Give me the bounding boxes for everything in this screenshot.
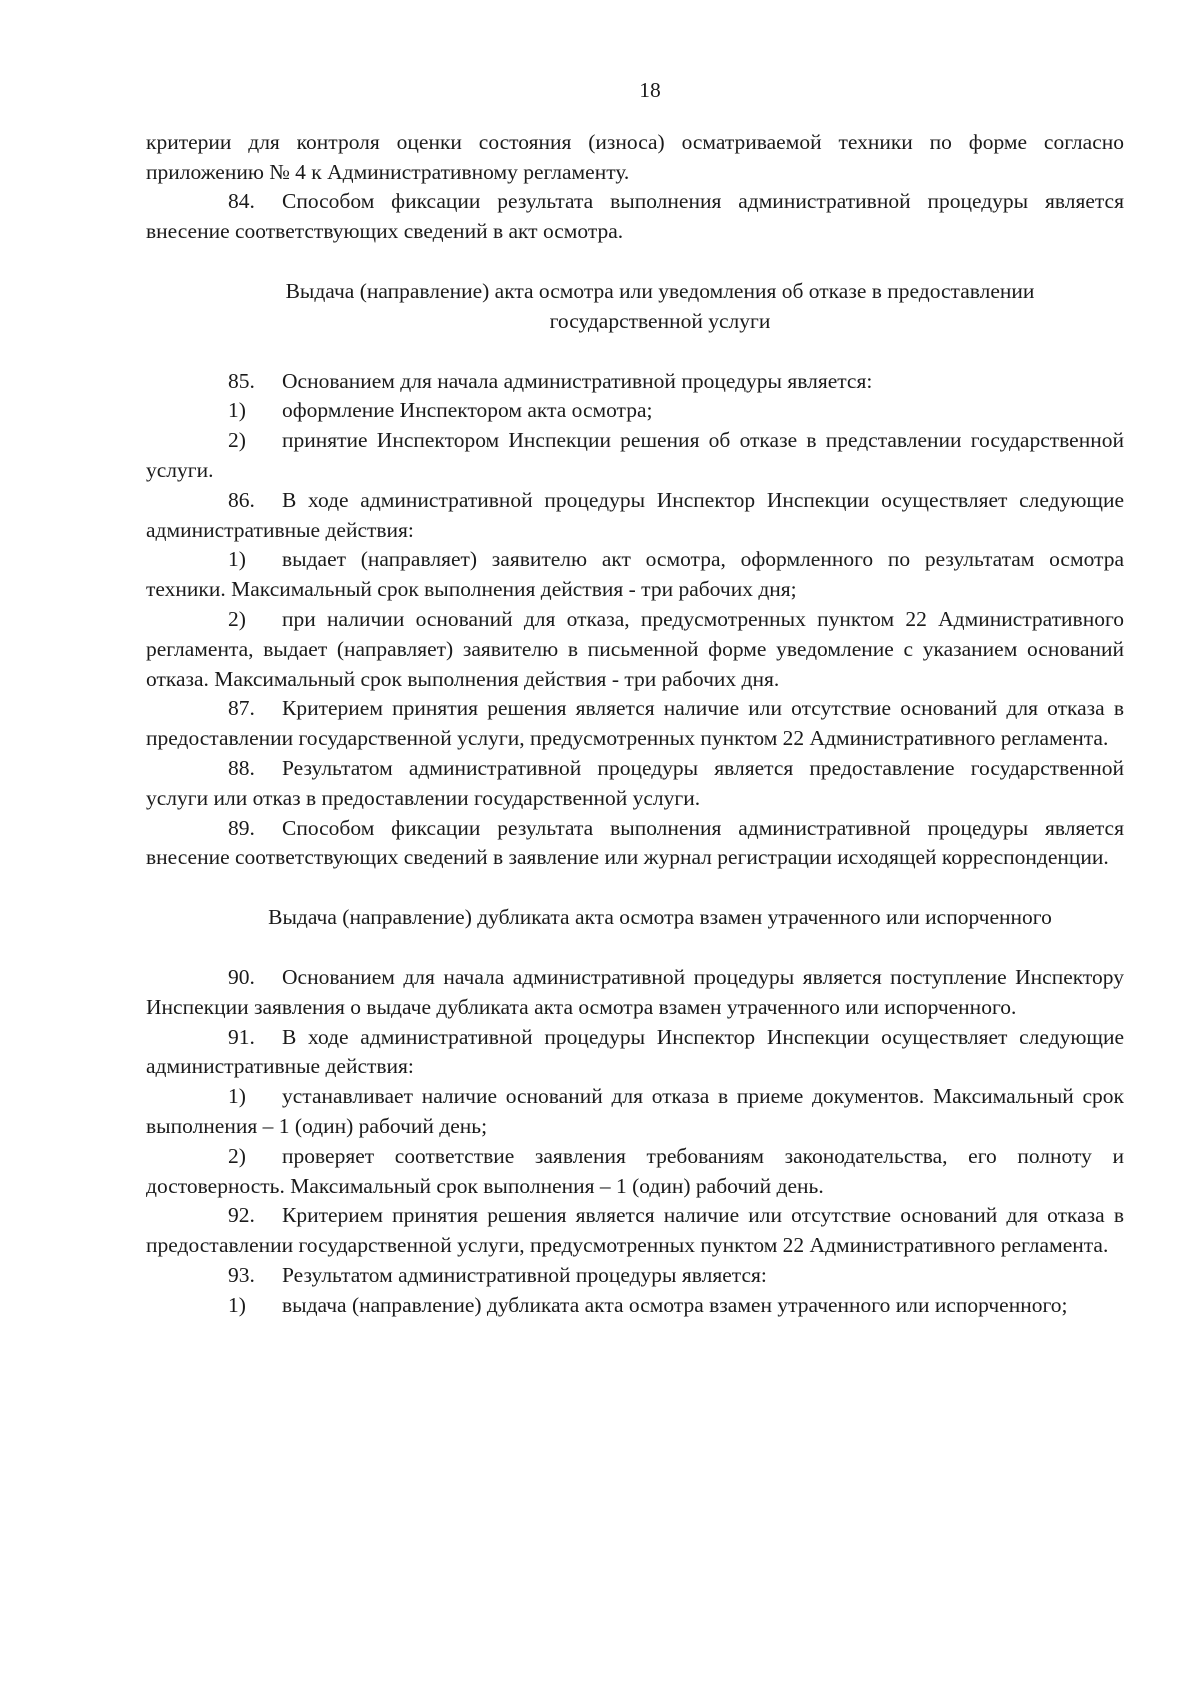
list-item-number: 1) <box>228 1292 246 1317</box>
paragraph-number: 87. <box>228 696 255 721</box>
section-1 <box>146 367 1124 874</box>
list-item <box>146 1142 1124 1202</box>
list-item-text: выдача (направление) дубликата акта осмотра взамен утраченного или испорченного; <box>282 1292 1068 1317</box>
list-item-number: 1) <box>228 1084 246 1109</box>
section-heading-1: Выдача (направление) акта осмотра или уведомления об отказе в предоставлении государственной услуги <box>285 278 1035 333</box>
list-item <box>146 545 1124 605</box>
paragraph-number: 88. <box>228 755 255 780</box>
paragraph-88 <box>146 754 1124 814</box>
list-item-text: при наличии оснований для отказа, предусмотренных пунктом 22 Административного регламента, выдает (направляет) заявителю в письменной форме уведомление с указанием оснований отказа. Максимальный срок выполнения действия - три рабочих дня. <box>146 606 1124 691</box>
paragraph-92 <box>146 1201 1124 1261</box>
paragraph-text: Способом фиксации результата выполнения административной процедуры является внесение соответствующих сведений в акт осмотра. <box>146 189 1124 244</box>
list-item <box>146 426 1124 486</box>
intro-block <box>146 128 1124 247</box>
paragraph-text: Результатом административной процедуры является предоставление государственной услуги или отказ в предоставлении государственной услуги. <box>146 755 1124 810</box>
section-2 <box>146 963 1124 1321</box>
paragraph-91 <box>146 1023 1124 1083</box>
paragraph-text: Критерием принятия решения является наличие или отсутствие оснований для отказа в предоставлении государственной услуги, предусмотренных пунктом 22 Административного регламента. <box>146 696 1124 751</box>
paragraph-number: 91. <box>228 1024 255 1049</box>
paragraph-text: Результатом административной процедуры является: <box>282 1262 767 1287</box>
paragraph-text: В ходе административной процедуры Инспектор Инспекции осуществляет следующие административные действия: <box>146 1024 1124 1079</box>
paragraph-text: Критерием принятия решения является наличие или отсутствие оснований для отказа в предоставлении государственной услуги, предусмотренных пунктом 22 Административного регламента. <box>146 1203 1124 1258</box>
list-item-text: проверяет соответствие заявления требованиям законодательства, его полноту и достоверность. Максимальный срок выполнения – 1 (один) рабочий день. <box>146 1143 1124 1198</box>
list-item <box>146 1082 1124 1142</box>
section-heading-2: Выдача (направление) дубликата акта осмотра взамен утраченного или испорченного <box>268 905 1052 930</box>
paragraph-93 <box>146 1261 1124 1291</box>
paragraph-number: 90. <box>228 964 255 989</box>
paragraph-87 <box>146 694 1124 754</box>
paragraph-90 <box>146 963 1124 1023</box>
paragraph-number: 89. <box>228 815 255 840</box>
paragraph-86 <box>146 486 1124 546</box>
list-item-number: 1) <box>228 398 246 423</box>
paragraph-85 <box>146 367 1124 397</box>
paragraph-text: В ходе административной процедуры Инспектор Инспекции осуществляет следующие административные действия: <box>146 487 1124 542</box>
list-item <box>146 1291 1124 1321</box>
paragraph-number: 85. <box>228 368 255 393</box>
list-item-number: 2) <box>228 1143 246 1168</box>
list-item-text: принятие Инспектором Инспекции решения об отказе в представлении государственной услуги. <box>146 428 1124 482</box>
list-item-number: 2) <box>228 606 246 631</box>
paragraph-number: 92. <box>228 1203 255 1228</box>
page-number: 18 <box>639 78 661 102</box>
paragraph-text: Основанием для начала административной процедуры является: <box>282 368 873 393</box>
list-item <box>146 605 1124 694</box>
paragraph-text: Основанием для начала административной процедуры является поступление Инспектору Инспекции заявления о выдаче дубликата акта осмотра взамен утраченного или испорченного. <box>146 964 1124 1019</box>
list-item-text: устанавливает наличие оснований для отказа в приеме документов. Максимальный срок выполнения – 1 (один) рабочий день; <box>146 1084 1124 1138</box>
paragraph-text: Способом фиксации результата выполнения административной процедуры является внесение соответствующих сведений в заявление или журнал регистрации исходящей корреспонденции. <box>146 815 1124 870</box>
list-item <box>146 396 1124 426</box>
paragraph-number: 93. <box>228 1262 255 1287</box>
paragraph-continuation <box>146 128 1124 188</box>
list-item-text: оформление Инспектором акта осмотра; <box>282 398 653 423</box>
list-item-number: 2) <box>228 428 246 453</box>
paragraph-number: 86. <box>228 487 255 512</box>
paragraph-89 <box>146 814 1124 874</box>
paragraph-84 <box>146 187 1124 247</box>
paragraph-number: 84. <box>228 189 255 214</box>
list-item-number: 1) <box>228 547 246 572</box>
paragraph-text: критерии для контроля оценки состояния (износа) осматриваемой техники по форме согласно приложению № 4 к Административному регламенту. <box>146 129 1124 184</box>
list-item-text: выдает (направляет) заявителю акт осмотра, оформленного по результатам осмотра техники. Максимальный срок выполнения действия - три рабочих дня; <box>146 547 1124 602</box>
